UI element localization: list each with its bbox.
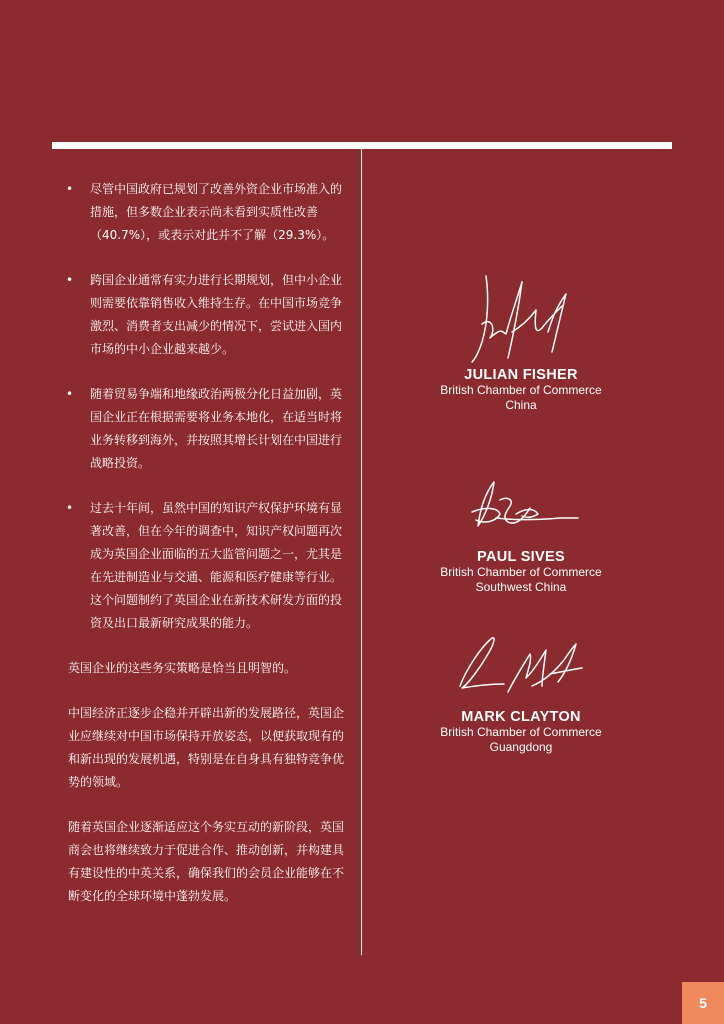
- bullet-item: • 跨国企业通常有实力进行长期规划，但中小企业则需要依靠销售收入维持生存。在中国市场竞争激烈、消费者支出减少的情况下，尝试进入国内市场的中小企业越来越少。: [52, 269, 352, 361]
- signatory-paul-sives: [421, 478, 621, 594]
- signatory-org: British Chamber of Commerce: [440, 565, 602, 579]
- bullet-list: [52, 178, 352, 635]
- paragraph: 随着英国企业逐渐适应这个务实互动的新阶段，英国商会也将继续致力于促进合作、推动创新，并构建具有建设性的中英关系，确保我们的会员企业能够在不断变化的全球环境中蓬勃发展。: [68, 820, 345, 903]
- signatory-region: China: [505, 397, 537, 412]
- signature-image: [456, 272, 586, 367]
- bullet-item: • 随着贸易争端和地缘政治两极分化日益加剧，英国企业正在根据需要将业务本地化，在适当时将业务转移到海外，并按照其增长计划在中国进行战略投资。: [52, 383, 352, 475]
- column-divider: [361, 149, 362, 955]
- signatory-org: British Chamber of Commerce: [440, 725, 602, 739]
- paragraph: 中国经济正逐步企稳并开辟出新的发展路径，英国企业应继续对中国市场保持开放姿态，以便获取现有的和新出现的发展机遇，特别是在自身具有独特竞争优势的领域。: [68, 706, 345, 789]
- signatory-name: PAUL SIVES: [477, 549, 565, 565]
- signature-image: [456, 478, 586, 543]
- signatory-org: British Chamber of Commerce: [440, 383, 602, 397]
- page-number-badge: 5: [682, 982, 724, 1024]
- bullet-dot-icon: •: [66, 387, 74, 401]
- signatory-name: MARK CLAYTON: [461, 709, 581, 725]
- signatory-mark-clayton: [421, 630, 621, 754]
- body-text-column: [52, 178, 352, 930]
- bullet-dot-icon: •: [66, 501, 74, 515]
- signatory-name: JULIAN FISHER: [464, 367, 578, 383]
- bullet-dot-icon: •: [66, 182, 74, 196]
- signatory-julian-fisher: [421, 272, 621, 412]
- bullet-item: • 过去十年间，虽然中国的知识产权保护环境有显著改善，但在今年的调查中，知识产权问题再次成为英国企业面临的五大监管问题之一，尤其是在先进制造业与交通、能源和医疗健康等行业。这个问题制约了英国企业在新技术研发方面的投资及出口最新研究成果的能力。: [52, 497, 352, 635]
- signature-image: [446, 630, 596, 705]
- bullet-item: • 尽管中国政府已规划了改善外资企业市场准入的措施，但多数企业表示尚未看到实质性改善（40.7%），或表示对此并不了解（29.3%）。: [52, 178, 352, 247]
- signatory-region: Southwest China: [475, 579, 567, 594]
- signatory-region: Guangdong: [489, 739, 553, 754]
- top-rule: [52, 142, 672, 149]
- paragraph: 英国企业的这些务实策略是恰当且明智的。: [68, 661, 297, 675]
- bullet-dot-icon: •: [66, 273, 74, 287]
